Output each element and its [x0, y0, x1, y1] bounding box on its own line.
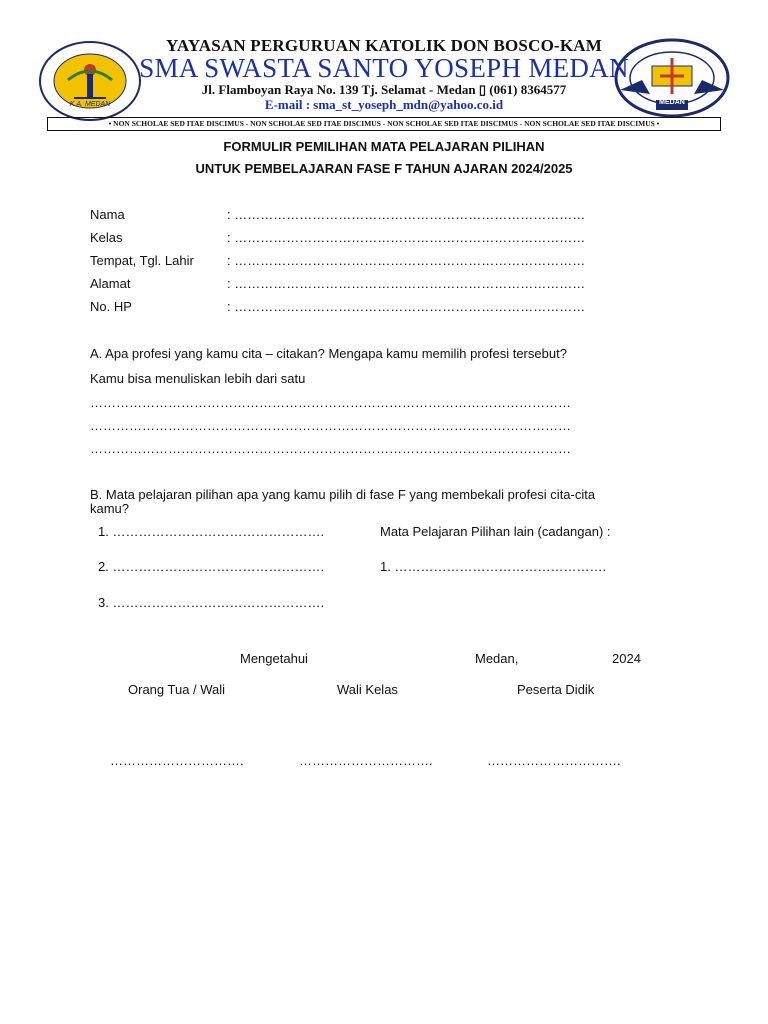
- parent-signature-line[interactable]: ………………………….: [110, 753, 244, 768]
- motto-banner: • NON SCHOLAE SED ITAE DISCIMUS - NON SCHOLAE SED ITAE DISCIMUS - NON SCHOLAE SED ITAE DISCIMUS - NON SCHOLAE SED ITAE DISCIMUS •: [47, 117, 721, 131]
- choice-line-3[interactable]: 3. ………………………………………….: [98, 595, 325, 610]
- school-email[interactable]: E-mail : sma_st_yoseph_mdn@yahoo.co.id: [264, 97, 504, 112]
- field-line-ttl[interactable]: : ………………………………………………………………………: [227, 253, 586, 268]
- answer-a-line[interactable]: …………………………………………………………………………………………………: [90, 441, 571, 456]
- question-b: B. Mata pelajaran pilihan apa yang kamu pilih di fase F yang membekali profesi cita-cita: [90, 487, 596, 502]
- question-a: A. Apa profesi yang kamu cita – citakan? Mengapa kamu memilih profesi tersebut?: [90, 346, 567, 361]
- student-label: Peserta Didik: [517, 682, 595, 697]
- parent-label: Orang Tua / Wali: [128, 682, 226, 697]
- form-title: FORMULIR PEMILIHAN MATA PELAJARAN PILIHAN: [223, 139, 545, 154]
- choice-line-2[interactable]: 2. ………………………………………….: [98, 559, 325, 574]
- acknowledged-label: Mengetahui: [240, 651, 308, 666]
- left-logo-sub: K.A. MEDAN: [69, 101, 111, 108]
- alt-choice-line-1[interactable]: 1. ………………………………………….: [380, 559, 607, 574]
- answer-a-line[interactable]: …………………………………………………………………………………………………: [90, 418, 571, 433]
- school-address: Jl. Flamboyan Raya No. 139 Tj. Selamat - Medan ▯ (061) 8364577: [201, 82, 567, 97]
- question-a-note: Kamu bisa menuliskan lebih dari satu: [90, 371, 306, 386]
- field-label-alamat: Alamat: [90, 276, 131, 291]
- answer-a-line[interactable]: …………………………………………………………………………………………………: [90, 395, 571, 410]
- school-name: SMA SWASTA SANTO YOSEPH MEDAN: [139, 53, 629, 83]
- field-line-alamat[interactable]: : ………………………………………………………………………: [227, 276, 586, 291]
- homeroom-label: Wali Kelas: [337, 682, 398, 697]
- homeroom-signature-line[interactable]: ………………………….: [299, 753, 433, 768]
- field-label-ttl: Tempat, Tgl. Lahir: [90, 253, 194, 268]
- place-label: Medan,: [475, 651, 519, 666]
- form-subtitle: UNTUK PEMBELAJARAN FASE F TAHUN AJARAN 2024/2025: [195, 161, 573, 176]
- alt-choice-title: Mata Pelajaran Pilihan lain (cadangan) :: [380, 524, 611, 539]
- right-logo-sub: MEDAN: [659, 99, 685, 106]
- field-label-nama: Nama: [90, 207, 125, 222]
- field-label-kelas: Kelas: [90, 230, 123, 245]
- field-line-nama[interactable]: : ………………………………………………………………………: [227, 207, 586, 222]
- question-b-cont: kamu?: [90, 501, 130, 516]
- field-line-kelas[interactable]: : ………………………………………………………………………: [227, 230, 586, 245]
- choice-line-1[interactable]: 1. ………………………………………….: [98, 524, 325, 539]
- field-label-hp: No. HP: [90, 299, 132, 314]
- year-label: 2024: [612, 651, 641, 666]
- foundation-name: YAYASAN PERGURUAN KATOLIK DON BOSCO-KAM: [165, 36, 602, 55]
- field-line-hp[interactable]: : ………………………………………………………………………: [227, 299, 586, 314]
- student-signature-line[interactable]: ………………………….: [487, 753, 621, 768]
